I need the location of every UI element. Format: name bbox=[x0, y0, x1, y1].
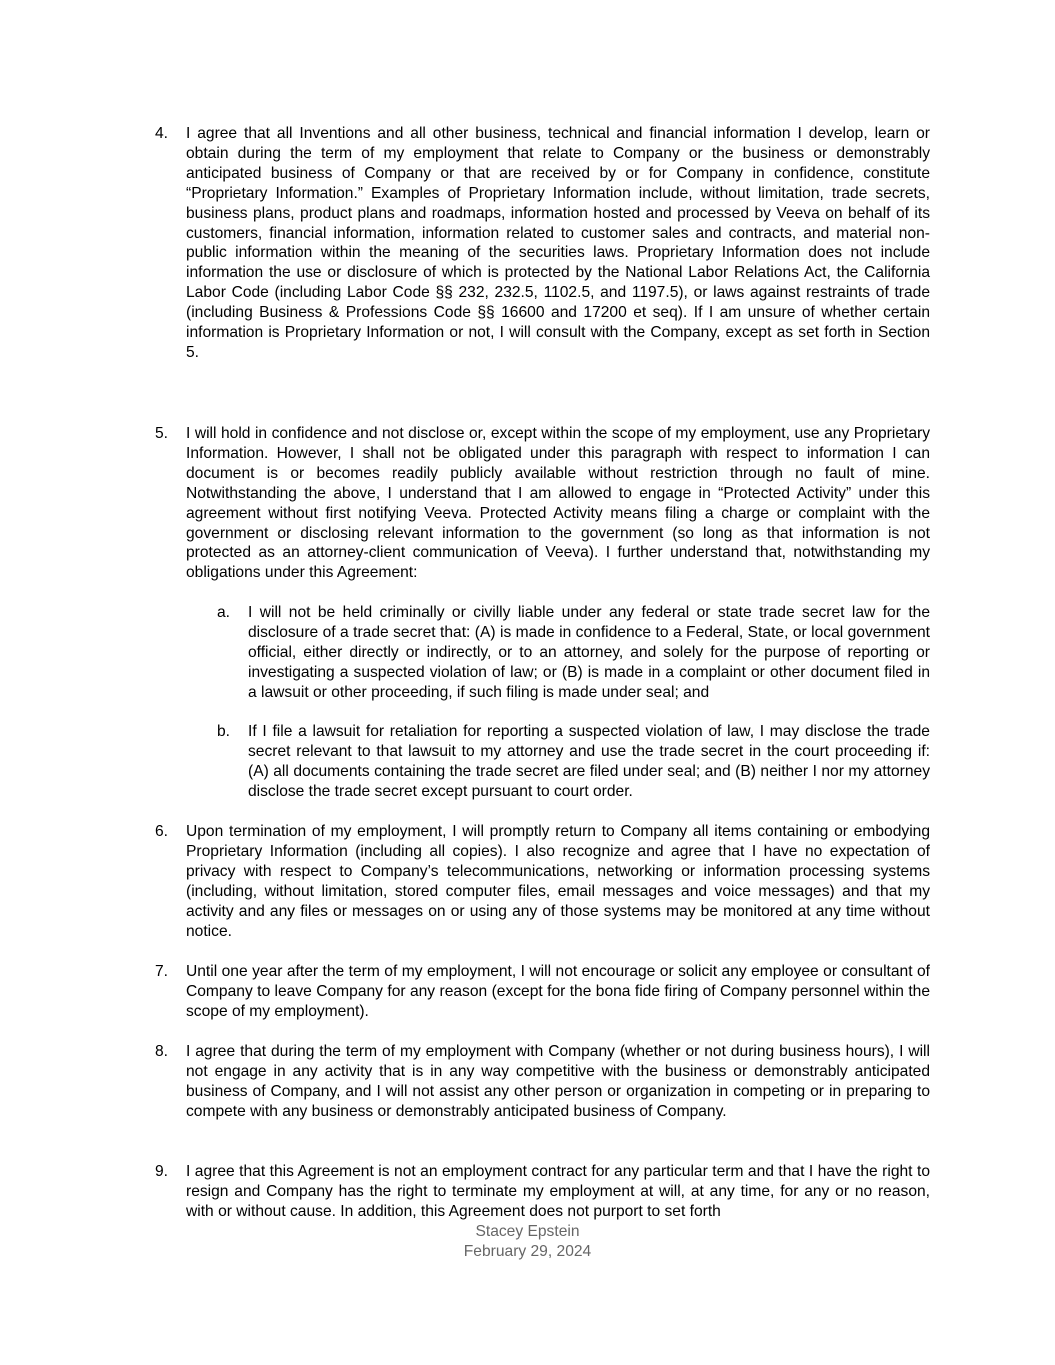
clause-6 bbox=[155, 822, 930, 941]
subclause-letter: a. bbox=[217, 604, 231, 621]
clause-number: 8. bbox=[155, 1043, 169, 1060]
clause-text: I agree that this Agreement is not an employment contract for any particular term and that I have the right to resign and Company has the right to terminate my employment at will, at any time, for any or no reason, with or without cause. In addition, this Agreement does not purport to set forth bbox=[186, 1163, 930, 1220]
clause-5a bbox=[217, 603, 930, 703]
subclause-text: I will not be held criminally or civilly liable under any federal or state trade secret law for the disclosure of a trade secret that: (A) is made in confidence to a Federal, State, or local government official, either directly or indirectly, or to an attorney, and solely for the purpose of reporting or investigating a suspected violation of law; or (B) is made in a complaint or other document filed in a lawsuit or other proceeding, if such filing is made under seal; and bbox=[248, 604, 930, 701]
clause-5b bbox=[217, 722, 930, 802]
clause-number: 9. bbox=[155, 1163, 169, 1180]
clause-text: I agree that during the term of my employment with Company (whether or not during business hours), I will not engage in any activity that is in any way competitive with the business or demonstrably anticipated business of Company, and I will not assist any other person or organization in competing or in preparing to compete with any business or demonstrably anticipated business of Company. bbox=[186, 1043, 930, 1120]
subclause-text: If I file a lawsuit for retaliation for reporting a suspected violation of law, I may disclose the trade secret relevant to that lawsuit to my attorney and use the trade secret in the court proceeding if: (A) all documents containing the trade secret are filed under seal; and (B) neither I nor my attorney disclose the trade secret except pursuant to court order. bbox=[248, 723, 930, 800]
clause-9 bbox=[155, 1162, 930, 1222]
clause-text: I will hold in confidence and not disclose or, except within the scope of my employment, use any Proprietary Information. However, I shall not be obligated under this paragraph with respect to information I can document is or becomes readily publicly available without restriction through no fault of mine. Notwithstanding the above, I understand that I am allowed to engage in “Protected Activity” under this agreement without first notifying Veeva. Protected Activity means filing a charge or complaint with the government or disclosing relevant information to the government (so long as that information is not protected as an attorney-client communication of Veeva). I further understand that, notwithstanding my obligations under this Agreement: bbox=[186, 425, 930, 582]
clause-7 bbox=[155, 962, 930, 1022]
clause-text: I agree that all Inventions and all other business, technical and financial information I develop, learn or obtain during the term of my employment that relate to Company or the business or demonstrably anticipated business of Company or that are received by or for Company in confidence, constitute “Proprietary Information.” Examples of Proprietary Information include, without limitation, trade secrets, business plans, product plans and roadmaps, information hosted and processed by Veeva on behalf of its customers, financial information, information related to customer sales and contracts, and material non-public information within the meaning of the securities laws. Proprietary Information does not include information the use or disclosure of which is protected by the National Labor Relations Act, the California Labor Code (including Labor Code §§ 232, 232.5, 1102.5, and 1197.5), or laws against restraints of trade (including Business & Professions Code §§ 16600 and 17200 et seq). If I am unsure of whether certain information is Proprietary Information or not, I will consult with the Company, except as set forth in Section 5. bbox=[186, 125, 930, 361]
clause-number: 7. bbox=[155, 963, 169, 980]
clause-text: Until one year after the term of my employment, I will not encourage or solicit any employee or consultant of Company to leave Company for any reason (except for the bona fide firing of Company personnel within the scope of my employment). bbox=[186, 963, 930, 1020]
clause-number: 6. bbox=[155, 823, 169, 840]
clause-number: 4. bbox=[155, 125, 169, 142]
subclause-letter: b. bbox=[217, 723, 231, 740]
clause-number: 5. bbox=[155, 425, 169, 442]
clause-4 bbox=[155, 124, 930, 363]
clause-5 bbox=[155, 424, 930, 583]
clause-8 bbox=[155, 1042, 930, 1122]
signer-name: Stacey Epstein bbox=[475, 1223, 580, 1240]
clause-text: Upon termination of my employment, I will promptly return to Company all items containing or embodying Proprietary Information (including all copies). I also recognize and agree that I have no expectation of privacy with respect to Company’s telecommunications, networking or information processing systems (including, without limitation, stored computer files, email messages and voice messages) and that my activity and any files or messages on or using any of those systems may be monitored at any time without notice. bbox=[186, 823, 930, 940]
signature-date: February 29, 2024 bbox=[463, 1243, 592, 1260]
